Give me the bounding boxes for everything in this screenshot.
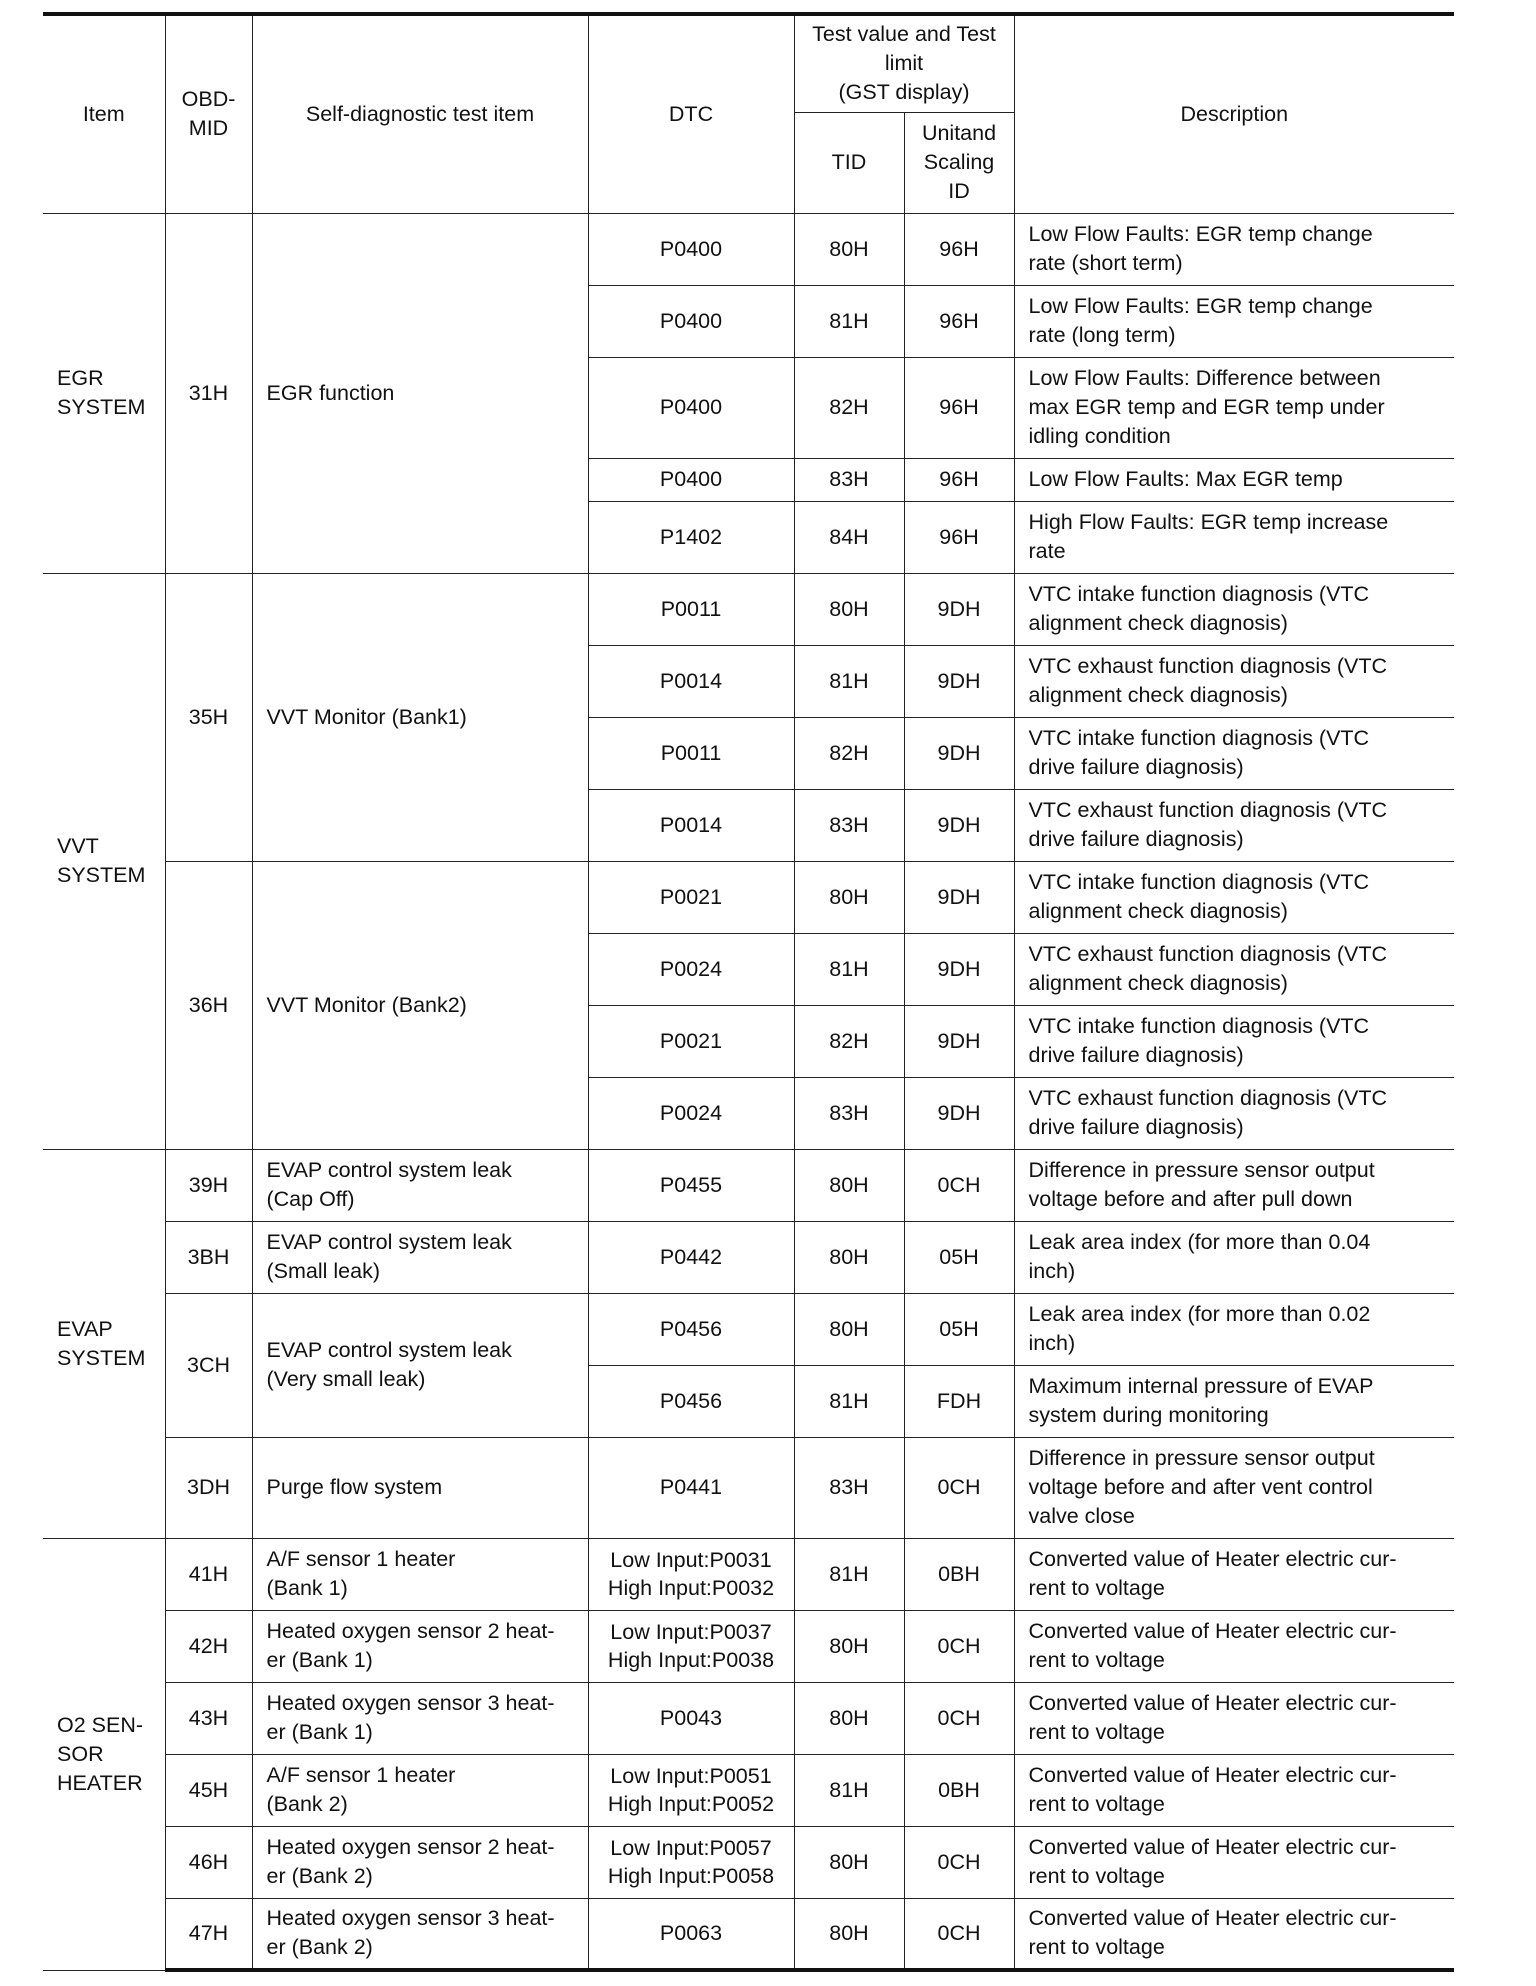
obd-mid-cell: 36H bbox=[165, 861, 252, 1149]
dtc-cell: P0014 bbox=[588, 645, 794, 717]
tid-cell: 83H bbox=[794, 789, 904, 861]
dtc-low-input: Low Input:P0037 bbox=[610, 1620, 772, 1644]
table-row bbox=[43, 861, 1454, 933]
description-cell: Low Flow Faults: EGR temp change rate (short term) bbox=[1014, 213, 1454, 285]
tid-cell: 83H bbox=[794, 458, 904, 501]
unit-cell: 0CH bbox=[904, 1682, 1014, 1754]
unit-cell: 9DH bbox=[904, 645, 1014, 717]
description-cell: Low Flow Faults: Max EGR temp bbox=[1014, 458, 1454, 501]
tid-cell: 81H bbox=[794, 645, 904, 717]
dtc-cell: P0043 bbox=[588, 1682, 794, 1754]
unit-cell: 9DH bbox=[904, 573, 1014, 645]
dtc-cell bbox=[588, 1538, 794, 1610]
header-tid: TID bbox=[794, 112, 904, 213]
tid-cell: 80H bbox=[794, 1682, 904, 1754]
description-cell: VTC intake function diagnosis (VTC drive failure diagnosis) bbox=[1014, 717, 1454, 789]
unit-cell: 96H bbox=[904, 213, 1014, 285]
dtc-cell: P0400 bbox=[588, 285, 794, 357]
dtc-cell: P0400 bbox=[588, 458, 794, 501]
description-cell: VTC exhaust function diagnosis (VTC drive failure diagnosis) bbox=[1014, 789, 1454, 861]
test-item-cell: Heated oxygen sensor 3 heat- er (Bank 2) bbox=[252, 1898, 588, 1970]
dtc-cell bbox=[588, 1826, 794, 1898]
obd-mid-cell: 47H bbox=[165, 1898, 252, 1970]
table-row bbox=[43, 1538, 1454, 1610]
description-cell: Leak area index (for more than 0.04 inch) bbox=[1014, 1221, 1454, 1293]
group-egr: EGR SYSTEM bbox=[43, 213, 165, 573]
tid-cell: 81H bbox=[794, 1365, 904, 1437]
table-row bbox=[43, 1682, 1454, 1754]
table-row bbox=[43, 1437, 1454, 1538]
description-cell: VTC exhaust function diagnosis (VTC alignment check diagnosis) bbox=[1014, 645, 1454, 717]
tid-cell: 81H bbox=[794, 285, 904, 357]
header-obd-mid: OBD- MID bbox=[165, 14, 252, 213]
dtc-cell: P0014 bbox=[588, 789, 794, 861]
table-row bbox=[43, 573, 1454, 645]
unit-cell: 9DH bbox=[904, 717, 1014, 789]
dtc-cell: P0456 bbox=[588, 1293, 794, 1365]
unit-cell: 9DH bbox=[904, 861, 1014, 933]
unit-cell: 0CH bbox=[904, 1826, 1014, 1898]
description-cell: VTC intake function diagnosis (VTC alignment check diagnosis) bbox=[1014, 861, 1454, 933]
dtc-cell: P0024 bbox=[588, 933, 794, 1005]
tid-cell: 83H bbox=[794, 1077, 904, 1149]
unit-cell: 96H bbox=[904, 458, 1014, 501]
obd-mid-cell: 46H bbox=[165, 1826, 252, 1898]
unit-cell: 0BH bbox=[904, 1754, 1014, 1826]
dtc-cell: P0024 bbox=[588, 1077, 794, 1149]
test-item-cell: Purge flow system bbox=[252, 1437, 588, 1538]
description-cell: VTC exhaust function diagnosis (VTC alignment check diagnosis) bbox=[1014, 933, 1454, 1005]
description-cell: Difference in pressure sensor output voltage before and after vent control valve close bbox=[1014, 1437, 1454, 1538]
tid-cell: 82H bbox=[794, 717, 904, 789]
tid-cell: 80H bbox=[794, 1610, 904, 1682]
unit-cell: 0BH bbox=[904, 1538, 1014, 1610]
unit-cell: 9DH bbox=[904, 789, 1014, 861]
table-row bbox=[43, 213, 1454, 285]
table-row bbox=[43, 1221, 1454, 1293]
tid-cell: 82H bbox=[794, 357, 904, 458]
description-cell: Maximum internal pressure of EVAP system during monitoring bbox=[1014, 1365, 1454, 1437]
unit-cell: 9DH bbox=[904, 1077, 1014, 1149]
obd-mid-cell: 39H bbox=[165, 1149, 252, 1221]
unit-cell: 96H bbox=[904, 501, 1014, 573]
description-cell: Converted value of Heater electric cur- rent to voltage bbox=[1014, 1682, 1454, 1754]
obd-mid-cell: 35H bbox=[165, 573, 252, 861]
test-item-cell: A/F sensor 1 heater (Bank 1) bbox=[252, 1538, 588, 1610]
unit-cell: 0CH bbox=[904, 1437, 1014, 1538]
dtc-low-input: Low Input:P0051 bbox=[610, 1764, 772, 1788]
description-cell: Converted value of Heater electric cur- rent to voltage bbox=[1014, 1898, 1454, 1970]
obd-mid-cell: 31H bbox=[165, 213, 252, 573]
dtc-low-input: Low Input:P0031 bbox=[610, 1548, 772, 1572]
unit-cell: 96H bbox=[904, 285, 1014, 357]
dtc-low-input: Low Input:P0057 bbox=[610, 1836, 772, 1860]
dtc-high-input: High Input:P0032 bbox=[607, 1576, 775, 1600]
test-item-cell: Heated oxygen sensor 3 heat- er (Bank 1) bbox=[252, 1682, 588, 1754]
unit-cell: 96H bbox=[904, 357, 1014, 458]
tid-cell: 80H bbox=[794, 213, 904, 285]
description-cell: VTC intake function diagnosis (VTC drive failure diagnosis) bbox=[1014, 1005, 1454, 1077]
dtc-cell: P0442 bbox=[588, 1221, 794, 1293]
table-row bbox=[43, 1898, 1454, 1970]
unit-cell: FDH bbox=[904, 1365, 1014, 1437]
description-cell: Converted value of Heater electric cur- rent to voltage bbox=[1014, 1610, 1454, 1682]
obd-mid-cell: 3CH bbox=[165, 1293, 252, 1437]
tid-cell: 80H bbox=[794, 1221, 904, 1293]
dtc-cell: P0400 bbox=[588, 357, 794, 458]
dtc-high-input: High Input:P0038 bbox=[607, 1648, 775, 1672]
test-item-cell: EVAP control system leak (Very small leak) bbox=[252, 1293, 588, 1437]
test-item-cell: VVT Monitor (Bank1) bbox=[252, 573, 588, 861]
tid-cell: 81H bbox=[794, 1538, 904, 1610]
description-cell: Converted value of Heater electric cur- rent to voltage bbox=[1014, 1538, 1454, 1610]
unit-cell: 05H bbox=[904, 1221, 1014, 1293]
dtc-cell: P0456 bbox=[588, 1365, 794, 1437]
header-description: Description bbox=[1014, 14, 1454, 213]
description-cell: Difference in pressure sensor output voltage before and after pull down bbox=[1014, 1149, 1454, 1221]
dtc-cell bbox=[588, 1610, 794, 1682]
unit-cell: 05H bbox=[904, 1293, 1014, 1365]
unit-cell: 0CH bbox=[904, 1610, 1014, 1682]
header-test-item: Self-diagnostic test item bbox=[252, 14, 588, 213]
obd-mid-cell: 45H bbox=[165, 1754, 252, 1826]
group-o2-sensor-heater: O2 SEN- SOR HEATER bbox=[43, 1538, 165, 1970]
tid-cell: 80H bbox=[794, 1293, 904, 1365]
tid-cell: 80H bbox=[794, 573, 904, 645]
table-row bbox=[43, 1754, 1454, 1826]
description-cell: VTC intake function diagnosis (VTC alignment check diagnosis) bbox=[1014, 573, 1454, 645]
test-item-cell: EGR function bbox=[252, 213, 588, 573]
header-unit-scaling: Unitand Scaling ID bbox=[904, 112, 1014, 213]
dtc-high-input: High Input:P0058 bbox=[607, 1864, 775, 1888]
dtc-cell: P0441 bbox=[588, 1437, 794, 1538]
dtc-cell: P0011 bbox=[588, 717, 794, 789]
unit-cell: 9DH bbox=[904, 933, 1014, 1005]
obd-test-table bbox=[43, 12, 1454, 1972]
tid-cell: 83H bbox=[794, 1437, 904, 1538]
test-item-cell: EVAP control system leak (Cap Off) bbox=[252, 1149, 588, 1221]
obd-mid-cell: 43H bbox=[165, 1682, 252, 1754]
tid-cell: 81H bbox=[794, 933, 904, 1005]
dtc-cell: P0455 bbox=[588, 1149, 794, 1221]
description-cell: High Flow Faults: EGR temp increase rate bbox=[1014, 501, 1454, 573]
dtc-cell: P1402 bbox=[588, 501, 794, 573]
dtc-cell: P0400 bbox=[588, 213, 794, 285]
header-test-value-group: Test value and Test limit (GST display) bbox=[794, 14, 1014, 112]
dtc-cell: P0021 bbox=[588, 1005, 794, 1077]
obd-mid-cell: 3BH bbox=[165, 1221, 252, 1293]
tid-cell: 80H bbox=[794, 1826, 904, 1898]
description-cell: Low Flow Faults: Difference between max EGR temp and EGR temp under idling condition bbox=[1014, 357, 1454, 458]
description-cell: Converted value of Heater electric cur- rent to voltage bbox=[1014, 1754, 1454, 1826]
dtc-cell bbox=[588, 1754, 794, 1826]
test-item-cell: VVT Monitor (Bank2) bbox=[252, 861, 588, 1149]
obd-mid-cell: 3DH bbox=[165, 1437, 252, 1538]
tid-cell: 80H bbox=[794, 1149, 904, 1221]
tid-cell: 80H bbox=[794, 861, 904, 933]
tid-cell: 82H bbox=[794, 1005, 904, 1077]
table-row bbox=[43, 1149, 1454, 1221]
unit-cell: 9DH bbox=[904, 1005, 1014, 1077]
test-item-cell: EVAP control system leak (Small leak) bbox=[252, 1221, 588, 1293]
unit-cell: 0CH bbox=[904, 1898, 1014, 1970]
dtc-high-input: High Input:P0052 bbox=[607, 1792, 775, 1816]
tid-cell: 84H bbox=[794, 501, 904, 573]
description-cell: Leak area index (for more than 0.02 inch) bbox=[1014, 1293, 1454, 1365]
test-item-cell: A/F sensor 1 heater (Bank 2) bbox=[252, 1754, 588, 1826]
tid-cell: 81H bbox=[794, 1754, 904, 1826]
description-cell: Low Flow Faults: EGR temp change rate (long term) bbox=[1014, 285, 1454, 357]
test-item-cell: Heated oxygen sensor 2 heat- er (Bank 1) bbox=[252, 1610, 588, 1682]
unit-cell: 0CH bbox=[904, 1149, 1014, 1221]
obd-mid-cell: 42H bbox=[165, 1610, 252, 1682]
group-evap: EVAP SYSTEM bbox=[43, 1149, 165, 1538]
test-item-cell: Heated oxygen sensor 2 heat- er (Bank 2) bbox=[252, 1826, 588, 1898]
tid-cell: 80H bbox=[794, 1898, 904, 1970]
table-row bbox=[43, 1826, 1454, 1898]
table-row bbox=[43, 1293, 1454, 1365]
header-dtc: DTC bbox=[588, 14, 794, 213]
obd-mid-cell: 41H bbox=[165, 1538, 252, 1610]
description-cell: VTC exhaust function diagnosis (VTC drive failure diagnosis) bbox=[1014, 1077, 1454, 1149]
group-vvt: VVT SYSTEM bbox=[43, 573, 165, 1149]
description-cell: Converted value of Heater electric cur- rent to voltage bbox=[1014, 1826, 1454, 1898]
dtc-cell: P0063 bbox=[588, 1898, 794, 1970]
table-row bbox=[43, 1610, 1454, 1682]
header-item: Item bbox=[43, 14, 165, 213]
dtc-cell: P0021 bbox=[588, 861, 794, 933]
dtc-cell: P0011 bbox=[588, 573, 794, 645]
